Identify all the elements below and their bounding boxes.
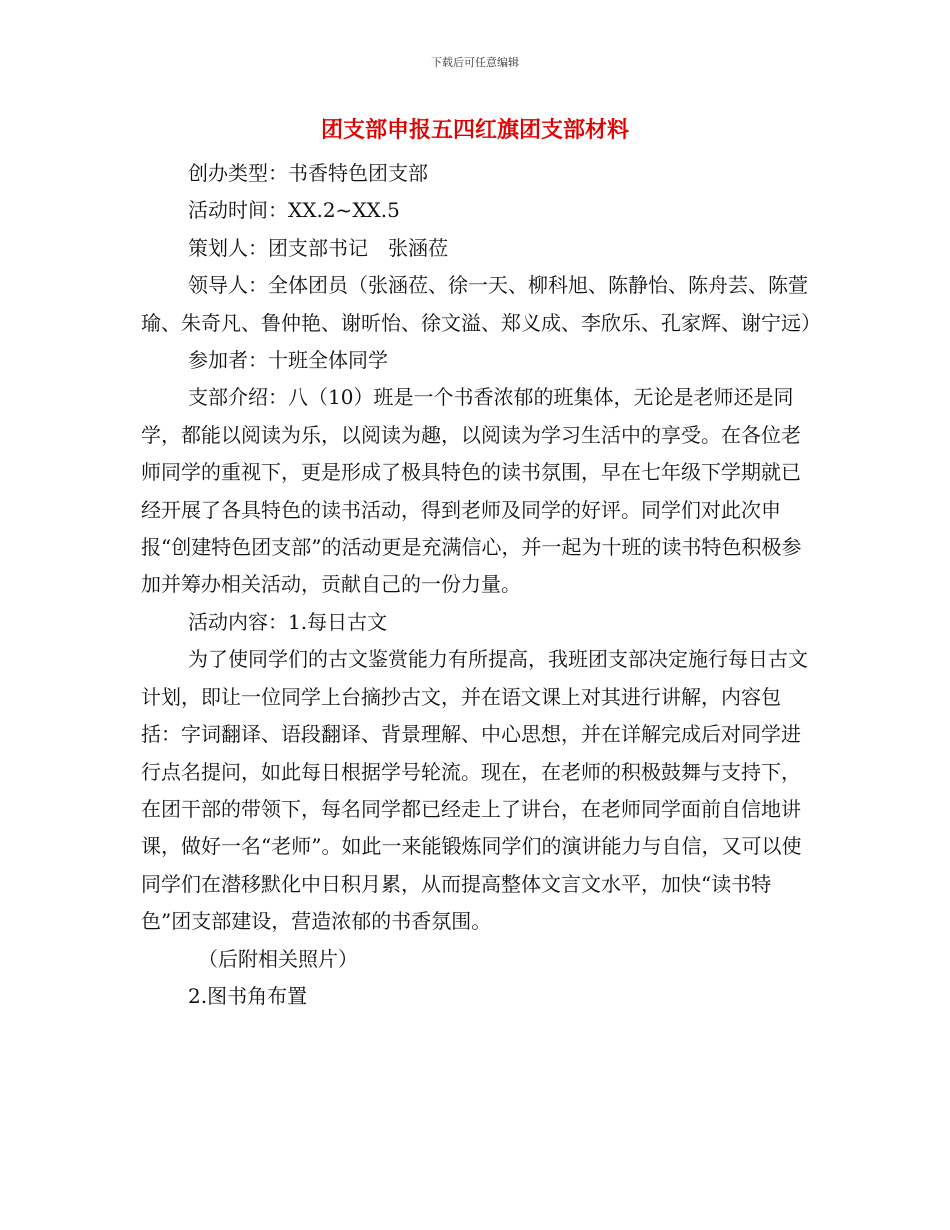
paragraph-intro: 支部介绍：八（10）班是一个书香浓郁的班集体，无论是老师还是同学，都能以阅读为乐，以阅读为趣，以阅读为学习生活中的享受。在各位老师同学的重视下，更是形成了极具特色的读书氛围，早在七年级下学期就已经开展了各具特色的读书活动，得到老师及同学的好评。同学们对此次申报“创建特色团支部”的活动更是充满信心，并一起为十班的读书特色积极参加并筹办相关活动，贡献自己的一份力量。 [141,385,802,597]
header-note: 下载后可任意编辑 [431,56,519,69]
paragraph-photo-note: （后附相关照片） [198,946,358,971]
paragraph-item-2: 2.图书角布置 [188,983,308,1008]
paragraph-content-heading: 活动内容：1.每日古文 [188,609,388,634]
document-title: 团支部申报五四红旗团支部材料 [320,118,629,143]
paragraph-type: 创办类型：书香特色团支部 [188,161,428,185]
paragraph-participants: 参加者：十班全体同学 [188,348,388,373]
paragraph-content-body: 为了使同学们的古文鉴赏能力有所提高，我班团支部决定施行每日古文计划，即让一位同学上台摘抄古文，并在语文课上对其进行讲解，内容包括：字词翻译、语段翻译、背景理解、中心思想，并在详解完成后对同学进行点名提问，如此每日根据学号轮流。现在，在老师的积极鼓舞与支持下，在团干部的带领下，每名同学都已经走上了讲台，在老师同学面前自信地讲课，做好一名“老师”。如此一来能锻炼同学们的演讲能力与自信，又可以使同学们在潜移默化中日积月累，从而提高整体文言文水平，加快“读书特色”团支部建设，营造浓郁的书香氛围。 [141,647,808,934]
document-body [141,155,821,1015]
paragraph-time: 活动时间：XX.2~XX.5 [188,198,400,223]
paragraph-planner: 策划人：团支部书记 张涵莅 [188,235,448,260]
paragraph-leaders: 领导人：全体团员（张涵莅、徐一天、柳科旭、陈静怡、陈舟芸、陈萱瑜、朱奇凡、鲁仲艳、谢昕怡、徐文溢、郑义成、李欣乐、孔家辉、谢宁远） [141,273,821,335]
